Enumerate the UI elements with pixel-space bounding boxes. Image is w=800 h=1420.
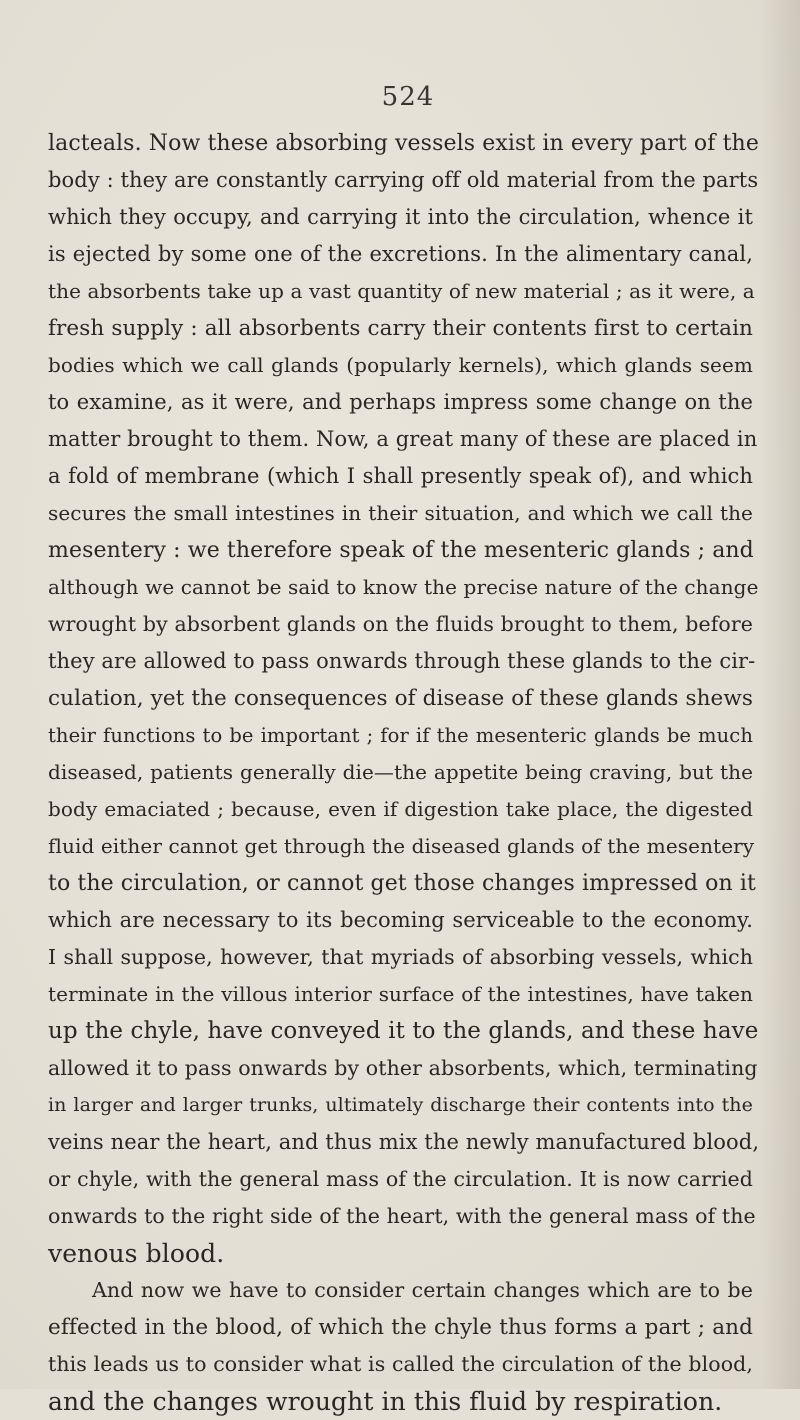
text-line: is ejected by some one of the excretions. In the alimentary canal,: [48, 242, 753, 266]
text-line: culation, yet the consequences of disease of these glands shews: [48, 686, 753, 711]
text-line: although we cannot be said to know the precise nature of the change: [48, 575, 759, 599]
text-line: in larger and larger trunks, ultimately discharge their contents into the: [48, 1094, 753, 1116]
text-line: this leads us to consider what is called the circulation of the blood,: [48, 1352, 753, 1376]
text-line: and the changes wrought in this fluid by respiration.: [48, 1387, 723, 1416]
text-line: their functions to be important ; for if the mesenteric glands be much: [48, 724, 753, 747]
text-line: to the circulation, or cannot get those changes impressed on it: [48, 871, 756, 896]
text-line: which they occupy, and carrying it into the circulation, whence it: [48, 205, 753, 229]
text-line: bodies which we call glands (popularly kernels), which glands seem: [48, 353, 753, 377]
text-line: And now we have to consider certain changes which are to be: [92, 1278, 753, 1302]
text-line: secures the small intestines in their situation, and which we call the: [48, 501, 753, 525]
text-line: mesentery : we therefore speak of the mesenteric glands ; and: [48, 538, 754, 563]
text-line: the absorbents take up a vast quantity of new material ; as it were, a: [48, 279, 755, 303]
text-line: to examine, as it were, and perhaps impress some change on the: [48, 390, 753, 414]
text-line: a fold of membrane (which I shall presently speak of), and which: [48, 464, 753, 488]
page-number: 524: [381, 82, 435, 112]
text-line: lacteals. Now these absorbing vessels exist in every part of the: [48, 131, 759, 156]
text-line: matter brought to them. Now, a great many of these are placed in: [48, 427, 758, 451]
text-line: body emaciated ; because, even if digestion take place, the digested: [48, 797, 753, 821]
text-line: up the chyle, have conveyed it to the glands, and these have: [48, 1018, 759, 1044]
text-line: fresh supply : all absorbents carry their contents first to certain: [48, 316, 753, 341]
text-line: they are allowed to pass onwards through these glands to the cir-: [48, 649, 756, 673]
text-line: veins near the heart, and thus mix the newly manufactured blood,: [48, 1130, 760, 1154]
text-line: diseased, patients generally die—the appetite being craving, but the: [48, 760, 753, 784]
text-line: onwards to the right side of the heart, with the general mass of the: [48, 1204, 756, 1228]
text-line: which are necessary to its becoming serviceable to the economy.: [48, 908, 753, 932]
page-edge-shadow: [760, 0, 800, 1389]
text-line: fluid either cannot get through the diseased glands of the mesentery: [48, 834, 755, 858]
body-text: [48, 125, 760, 1420]
text-line: I shall suppose, however, that myriads of absorbing vessels, which: [48, 945, 753, 969]
text-line: venous blood.: [48, 1239, 225, 1268]
text-line: body : they are constantly carrying off old material from the parts: [48, 168, 759, 192]
text-line: or chyle, with the general mass of the circulation. It is now carried: [48, 1167, 753, 1191]
text-line: effected in the blood, of which the chyle thus forms a part ; and: [48, 1315, 753, 1340]
text-line: wrought by absorbent glands on the fluids brought to them, before: [48, 612, 753, 636]
text-line: terminate in the villous interior surface of the intestines, have taken: [48, 982, 753, 1006]
text-line: allowed it to pass onwards by other absorbents, which, terminating: [48, 1056, 758, 1080]
